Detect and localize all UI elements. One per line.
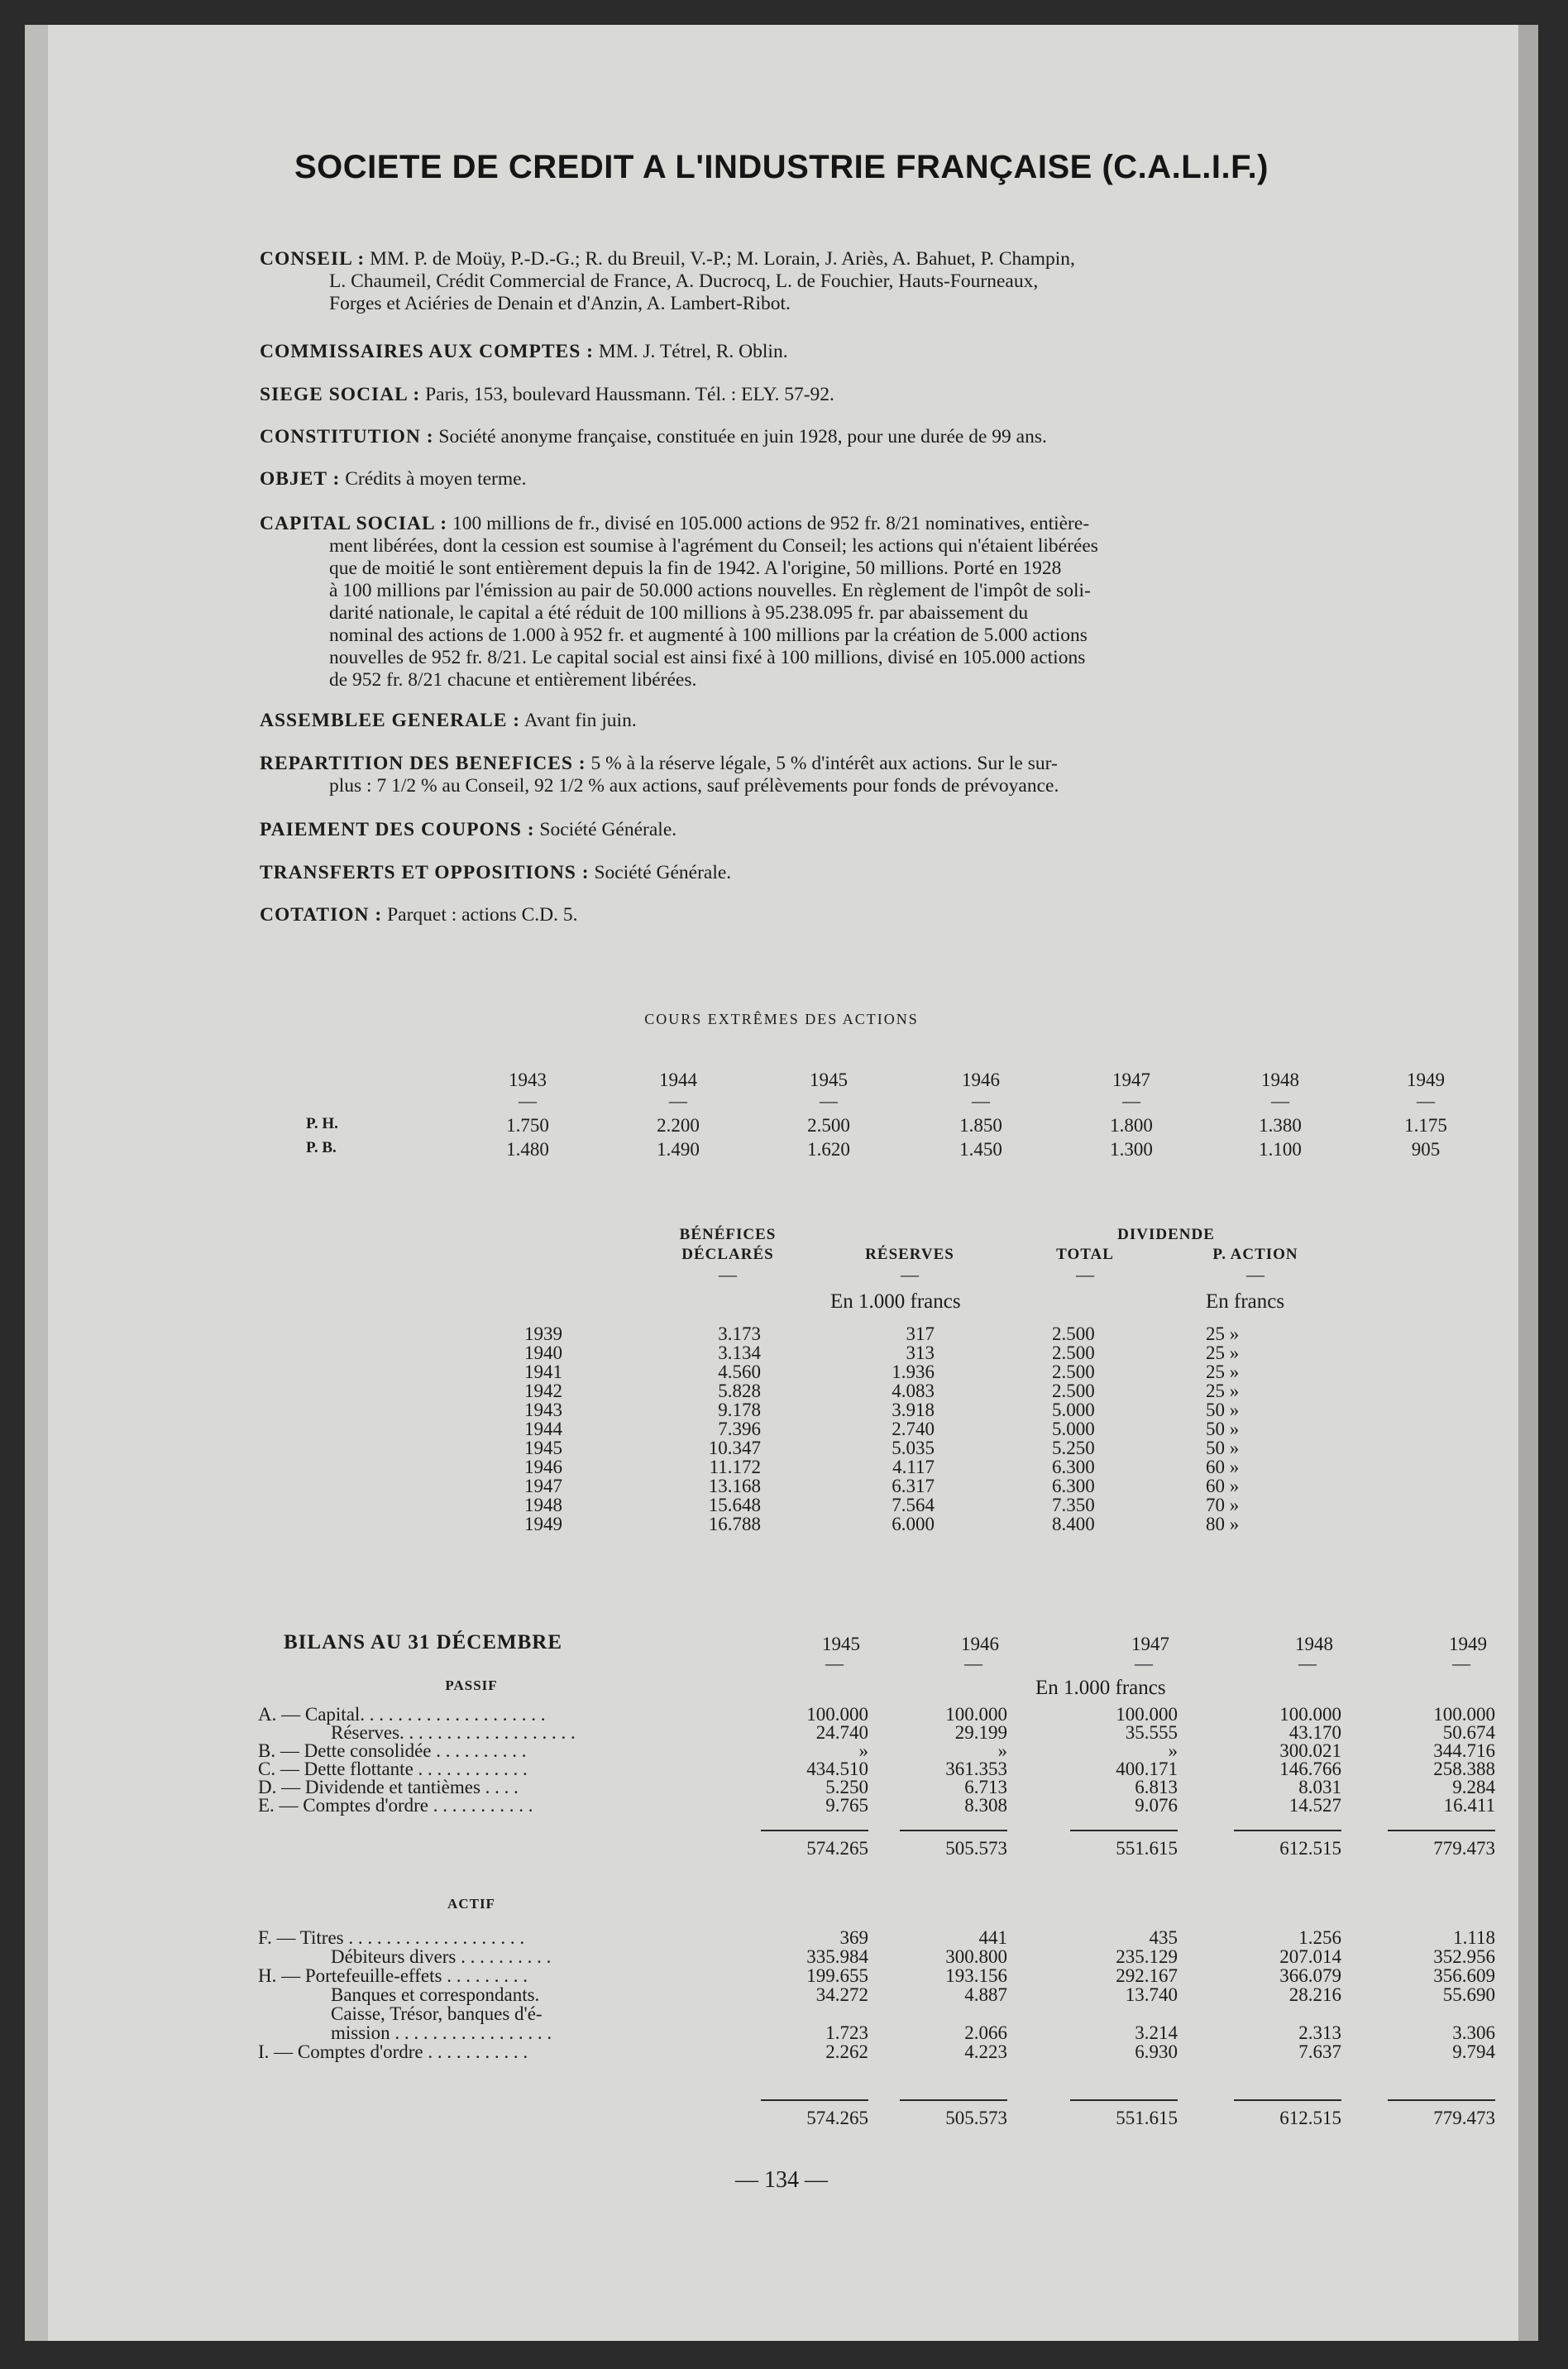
cours-row-label: P. B. [306, 1139, 337, 1156]
paragraph-continuation: que de moitié le sont entièrement depuis la fin de 1942. A l'origine, 50 millions. Porté en 1928 [329, 558, 1062, 579]
actif-total: 505.573 [945, 2108, 1007, 2128]
paction-head: P. ACTION [1212, 1246, 1298, 1263]
bilan-line-label: C. — Dette flottante . . . . . . . . . . . . [258, 1759, 528, 1779]
paction-value: 70 » [1206, 1495, 1240, 1515]
total-value: 2.500 [1052, 1362, 1095, 1382]
paragraph-text: Avant fin juin. [520, 710, 637, 731]
bilan-year: 1945 [822, 1634, 860, 1654]
bilan-line-label: Caisse, Trésor, banques d'é- [331, 2003, 543, 2024]
dividende-head: DIVIDENDE [1117, 1226, 1215, 1243]
total-value: 8.400 [1052, 1514, 1095, 1534]
actif-total: 551.615 [1116, 2108, 1178, 2128]
bilan-year: 1949 [1449, 1634, 1487, 1654]
benef-year: 1949 [524, 1514, 562, 1534]
benef-value: 9.178 [718, 1400, 761, 1420]
paragraph-label: TRANSFERTS ET OPPOSITIONS : [260, 862, 590, 883]
cours-year: 1946 [962, 1070, 1000, 1090]
paragraph-continuation: de 952 fr. 8/21 chacune et entièrement libérées. [329, 669, 697, 691]
bilan-value: 34.272 [815, 1984, 868, 2005]
bilan-value: 258.388 [1433, 1759, 1495, 1779]
benefices-head-2: DÉCLARÉS [681, 1246, 774, 1263]
paragraph-label: OBJET : [260, 468, 341, 490]
bilan-value: 335.984 [806, 1946, 868, 1967]
sum-rule [1388, 2099, 1495, 2101]
total-value: 5.000 [1052, 1419, 1095, 1439]
bilan-value: 16.411 [1443, 1795, 1495, 1816]
bilan-dash: — [1298, 1653, 1317, 1673]
passif-total: 574.265 [806, 1838, 868, 1859]
reserves-value: 1.936 [892, 1362, 935, 1382]
bilan-dash: — [825, 1653, 844, 1673]
bilan-value: 50.674 [1442, 1722, 1495, 1743]
bilan-value: 14.527 [1288, 1795, 1341, 1816]
reserves-value: 6.317 [892, 1476, 935, 1496]
unit-left: En 1.000 francs [830, 1290, 961, 1313]
cours-value: 905 [1411, 1139, 1441, 1160]
benef-year: 1942 [524, 1381, 562, 1401]
bilan-value: 146.766 [1279, 1759, 1341, 1779]
bilan-value: 2.262 [825, 2041, 868, 2062]
paragraph-text: 5 % à la réserve légale, 5 % d'intérêt aux actions. Sur le sur- [586, 753, 1058, 774]
paragraph-text: Parquet : actions C.D. 5. [382, 904, 578, 926]
info-paragraph [260, 384, 1517, 406]
paragraph-label: REPARTITION DES BENEFICES : [260, 753, 586, 774]
reserves-value: 5.035 [892, 1438, 935, 1458]
paragraph-continuation: nominal des actions de 1.000 à 952 fr. et augmenté à 100 millions par la création de 5.000 actions [329, 625, 1088, 646]
cours-year: 1947 [1112, 1070, 1150, 1090]
bilan-value: 199.655 [806, 1965, 868, 1986]
cours-year: 1943 [509, 1070, 547, 1090]
paragraph-continuation: L. Chaumeil, Crédit Commercial de France, A. Ducrocq, L. de Fouchier, Hauts-Fourneaux, [329, 270, 1039, 292]
total-value: 7.350 [1052, 1495, 1095, 1515]
bilan-value: 292.167 [1116, 1965, 1178, 1986]
bilan-value: 4.887 [964, 1984, 1007, 2005]
reserves-value: 2.740 [892, 1419, 935, 1439]
page-edge [25, 25, 48, 2341]
passif-total: 612.515 [1279, 1838, 1341, 1859]
paction-value: 50 » [1206, 1419, 1240, 1439]
sum-rule [761, 1830, 868, 1831]
page-title: SOCIETE DE CREDIT A L'INDUSTRIE FRANÇAISE (C.A.L.I.F.) [294, 149, 1269, 185]
bilan-value: 55.690 [1442, 1984, 1495, 2005]
bilan-value: 344.716 [1433, 1740, 1495, 1761]
cours-dash: — [972, 1090, 990, 1111]
cours-row-label: P. H. [306, 1115, 338, 1132]
bilan-value: 13.740 [1125, 1984, 1178, 2005]
bilan-value: 100.000 [945, 1704, 1007, 1725]
passif-total: 505.573 [945, 1838, 1007, 1859]
paragraph-text: Crédits à moyen terme. [340, 468, 527, 490]
paragraph-continuation: à 100 millions par l'émission au pair de 50.000 actions nouvelles. En règlement de l'impôt de soli- [329, 580, 1091, 601]
cours-value: 1.800 [1110, 1115, 1153, 1136]
passif-total: 551.615 [1116, 1838, 1178, 1859]
bilan-line-label: A. — Capital. . . . . . . . . . . . . . . . . . . . [258, 1704, 546, 1725]
info-paragraph [260, 862, 1517, 884]
benef-year: 1946 [524, 1457, 562, 1477]
bilan-line-label: B. — Dette consolidée . . . . . . . . . . [258, 1740, 527, 1761]
bilan-line-label: Débiteurs divers . . . . . . . . . . [331, 1946, 552, 1967]
cours-dash: — [1122, 1090, 1140, 1111]
info-paragraph [260, 710, 1517, 732]
bilan-value: 6.813 [1135, 1777, 1178, 1797]
bilan-value: 100.000 [806, 1704, 868, 1725]
bilan-value: 1.723 [825, 2022, 868, 2043]
bilan-value: 9.765 [825, 1795, 868, 1816]
paction-value: 80 » [1206, 1514, 1240, 1534]
paragraph-continuation: ment libérées, dont la cession est soumise à l'agrément du Conseil; les actions qui n'étaient libérées [329, 535, 1098, 557]
bilan-value: 1.256 [1298, 1927, 1341, 1948]
info-paragraph [260, 513, 1517, 692]
info-paragraph [260, 753, 1517, 797]
benef-value: 3.173 [718, 1323, 761, 1344]
bilan-value: 435 [1149, 1927, 1178, 1948]
bilan-value: 366.079 [1279, 1965, 1341, 1986]
reserves-value: 7.564 [892, 1495, 935, 1515]
sum-rule [1388, 1830, 1495, 1831]
paragraph-continuation: Forges et Aciéries de Denain et d'Anzin, A. Lambert-Ribot. [329, 293, 791, 314]
benef-value: 10.347 [708, 1438, 761, 1458]
bilan-value: 100.000 [1433, 1704, 1495, 1725]
bilan-value: 5.250 [825, 1777, 868, 1797]
paragraph-label: SIEGE SOCIAL : [260, 384, 421, 405]
actif-total: 574.265 [806, 2108, 868, 2128]
paction-value: 50 » [1206, 1438, 1240, 1458]
benef-dash: — [719, 1264, 737, 1285]
info-paragraph [260, 426, 1517, 448]
cours-value: 1.480 [506, 1139, 549, 1160]
bilan-value: 9.076 [1135, 1795, 1178, 1816]
cours-value: 1.380 [1259, 1115, 1302, 1136]
cours-year: 1944 [659, 1070, 697, 1090]
benef-year: 1940 [524, 1342, 562, 1363]
cours-dash: — [519, 1090, 537, 1111]
total-value: 6.300 [1052, 1457, 1095, 1477]
cours-value: 1.850 [959, 1115, 1002, 1136]
benef-year: 1941 [524, 1362, 562, 1382]
bilan-value: » [1168, 1740, 1178, 1761]
actif-total: 779.473 [1433, 2108, 1495, 2128]
actif-total: 612.515 [1279, 2108, 1341, 2128]
sum-rule [900, 1830, 1007, 1831]
paragraph-text: Société Générale. [589, 862, 732, 883]
bilan-line-label: H. — Portefeuille-effets . . . . . . . . . [258, 1965, 528, 1986]
cours-dash: — [1271, 1090, 1289, 1111]
sum-rule [1070, 2099, 1178, 2101]
benef-value: 3.134 [718, 1342, 761, 1363]
bilan-value: 361.353 [945, 1759, 1007, 1779]
bilan-value: 300.021 [1279, 1740, 1341, 1761]
bilan-line-label: Réserves. . . . . . . . . . . . . . . . . . . [331, 1722, 576, 1743]
bilan-value: 8.031 [1298, 1777, 1341, 1797]
sum-rule [761, 2099, 868, 2101]
paragraph-continuation: nouvelles de 952 fr. 8/21. Le capital social est ainsi fixé à 100 millions, divisé en 105.000 actions [329, 647, 1086, 668]
paction-value: 50 » [1206, 1400, 1240, 1420]
sum-rule [900, 2099, 1007, 2101]
paragraph-text: Société anonyme française, constituée en juin 1928, pour une durée de 99 ans. [433, 426, 1047, 447]
info-paragraph [260, 819, 1517, 841]
bilan-line-label: mission . . . . . . . . . . . . . . . . . [331, 2022, 552, 2043]
benef-year: 1945 [524, 1438, 562, 1458]
bilans-unit: En 1.000 francs [1035, 1677, 1166, 1699]
paragraph-label: CONSTITUTION : [260, 426, 434, 447]
bilan-value: 1.118 [1453, 1927, 1495, 1948]
cours-value: 2.500 [807, 1115, 850, 1136]
bilan-value: 356.609 [1433, 1965, 1495, 1986]
paragraph-text: Paris, 153, boulevard Haussmann. Tél. : ELY. 57-92. [420, 384, 834, 405]
paragraph-continuation: plus : 7 1/2 % au Conseil, 92 1/2 % aux actions, sauf prélèvements pour fonds de prévoyance. [329, 775, 1059, 797]
total-value: 5.250 [1052, 1438, 1095, 1458]
paction-value: 25 » [1206, 1323, 1240, 1344]
benef-value: 13.168 [708, 1476, 761, 1496]
benef-value: 5.828 [718, 1381, 761, 1401]
bilan-year: 1946 [961, 1634, 999, 1654]
bilan-value: 193.156 [945, 1965, 1007, 1986]
bilan-value: 3.214 [1135, 2022, 1178, 2043]
bilan-value: 434.510 [806, 1759, 868, 1779]
cours-value: 2.200 [657, 1115, 700, 1136]
cours-value: 1.620 [807, 1139, 850, 1160]
bilan-value: 400.171 [1116, 1759, 1178, 1779]
bilan-value: 35.555 [1125, 1722, 1178, 1743]
bilan-value: 300.800 [945, 1946, 1007, 1967]
bilan-dash: — [1452, 1653, 1470, 1673]
paragraph-continuation: darité nationale, le capital a été réduit de 100 millions à 95.238.095 fr. par abaissement du [329, 602, 1029, 624]
bilan-value: 2.313 [1298, 2022, 1341, 2043]
info-paragraph [260, 468, 1517, 491]
paction-value: 60 » [1206, 1476, 1240, 1496]
cours-value: 1.175 [1404, 1115, 1447, 1136]
bilan-value: » [858, 1740, 868, 1761]
bilan-line-label: F. — Titres . . . . . . . . . . . . . . . . . . . [258, 1927, 525, 1948]
benef-year: 1948 [524, 1495, 562, 1515]
paragraph-label: CAPITAL SOCIAL : [260, 513, 448, 534]
bilan-value: 9.284 [1452, 1777, 1495, 1797]
bilan-value: 8.308 [964, 1795, 1007, 1816]
reserves-value: 313 [906, 1342, 935, 1363]
benef-year: 1947 [524, 1476, 562, 1496]
paragraph-label: CONSEIL : [260, 248, 366, 270]
total-value: 2.500 [1052, 1381, 1095, 1401]
bilan-line-label: I. — Comptes d'ordre . . . . . . . . . . . [258, 2041, 528, 2062]
cours-value: 1.490 [657, 1139, 700, 1160]
benef-value: 4.560 [718, 1362, 761, 1382]
bilan-line-label: Banques et correspondants. [331, 1984, 540, 2005]
cours-value: 1.300 [1110, 1139, 1153, 1160]
bilan-value: 43.170 [1288, 1722, 1341, 1743]
bilan-value: 207.014 [1279, 1946, 1341, 1967]
actif-label: ACTIF [447, 1896, 495, 1912]
paragraph-text: Société Générale. [534, 819, 677, 840]
total-value: 6.300 [1052, 1476, 1095, 1496]
info-paragraph [260, 248, 1517, 315]
paragraph-label: ASSEMBLEE GENERALE : [260, 710, 521, 731]
bilan-year: 1948 [1295, 1634, 1333, 1654]
bilan-value: 3.306 [1452, 2022, 1495, 2043]
bilan-year: 1947 [1131, 1634, 1169, 1654]
reserves-value: 4.083 [892, 1381, 935, 1401]
cours-title: COURS EXTRÊMES DES ACTIONS [644, 1011, 919, 1027]
reserves-value: 4.117 [892, 1457, 935, 1477]
benef-value: 11.172 [709, 1457, 761, 1477]
bilan-value: 6.713 [964, 1777, 1007, 1797]
sum-rule [1234, 2099, 1341, 2101]
bilan-value: 9.794 [1452, 2041, 1495, 2062]
benefices-head: BÉNÉFICES [679, 1226, 777, 1243]
benef-value: 15.648 [708, 1495, 761, 1515]
cours-value: 1.100 [1259, 1139, 1302, 1160]
info-paragraph [260, 341, 1517, 363]
paragraph-text: MM. J. Tétrel, R. Oblin. [594, 341, 788, 362]
benef-value: 16.788 [708, 1514, 761, 1534]
bilan-value: 352.956 [1433, 1946, 1495, 1967]
paragraph-label: COMMISSAIRES AUX COMPTES : [260, 341, 594, 362]
paragraph-text: 100 millions de fr., divisé en 105.000 actions de 952 fr. 8/21 nominatives, entière- [447, 513, 1090, 534]
benef-year: 1943 [524, 1400, 562, 1420]
cours-dash: — [1417, 1090, 1435, 1111]
bilans-title: BILANS AU 31 DÉCEMBRE [284, 1631, 563, 1654]
bilan-value: 6.930 [1135, 2041, 1178, 2062]
sum-rule [1234, 1830, 1341, 1831]
reserves-value: 6.000 [892, 1514, 935, 1534]
benef-year: 1939 [524, 1323, 562, 1344]
reserves-value: 3.918 [892, 1400, 935, 1420]
cours-dash: — [820, 1090, 838, 1111]
binding-shadow [1518, 25, 1538, 2341]
bilan-value: 100.000 [1116, 1704, 1178, 1725]
total-dash: — [1076, 1264, 1094, 1285]
bilan-value: » [997, 1740, 1007, 1761]
paction-value: 60 » [1206, 1457, 1240, 1477]
cours-year: 1949 [1407, 1070, 1445, 1090]
bilan-value: 24.740 [815, 1722, 868, 1743]
bilan-value: 2.066 [964, 2022, 1007, 2043]
bilan-line-label: D. — Dividende et tantièmes . . . . [258, 1777, 519, 1797]
reserves-dash: — [901, 1264, 919, 1285]
cours-year: 1945 [810, 1070, 848, 1090]
passif-label: PASSIF [445, 1677, 498, 1693]
paragraph-label: PAIEMENT DES COUPONS : [260, 819, 535, 840]
bilan-line-label: E. — Comptes d'ordre . . . . . . . . . . . [258, 1795, 533, 1816]
total-value: 2.500 [1052, 1323, 1095, 1344]
bilan-value: 7.637 [1298, 2041, 1341, 2062]
reserves-head: RÉSERVES [865, 1246, 954, 1263]
page-number: — 134 — [735, 2167, 828, 2193]
bilan-value: 29.199 [954, 1722, 1007, 1743]
bilan-value: 441 [978, 1927, 1007, 1948]
total-value: 2.500 [1052, 1342, 1095, 1363]
unit-right: En francs [1206, 1290, 1285, 1313]
cours-value: 1.450 [959, 1139, 1002, 1160]
bilan-value: 4.223 [964, 2041, 1007, 2062]
total-head: TOTAL [1056, 1246, 1114, 1263]
bilan-value: 369 [839, 1927, 868, 1948]
document-page [25, 25, 1538, 2341]
paction-value: 25 » [1206, 1342, 1240, 1363]
sum-rule [1070, 1830, 1178, 1831]
paction-dash: — [1246, 1264, 1264, 1285]
cours-dash: — [669, 1090, 687, 1111]
bilan-dash: — [1135, 1653, 1153, 1673]
passif-total: 779.473 [1433, 1838, 1495, 1859]
total-value: 5.000 [1052, 1400, 1095, 1420]
paragraph-label: COTATION : [260, 904, 383, 926]
bilan-dash: — [964, 1653, 982, 1673]
paction-value: 25 » [1206, 1381, 1240, 1401]
reserves-value: 317 [906, 1323, 935, 1344]
benef-value: 7.396 [718, 1419, 761, 1439]
paction-value: 25 » [1206, 1362, 1240, 1382]
bilan-value: 28.216 [1288, 1984, 1341, 2005]
bilan-value: 100.000 [1279, 1704, 1341, 1725]
benef-year: 1944 [524, 1419, 562, 1439]
bilan-value: 235.129 [1116, 1946, 1178, 1967]
cours-value: 1.750 [506, 1115, 549, 1136]
paragraph-text: MM. P. de Moüy, P.-D.-G.; R. du Breuil, V.-P.; M. Lorain, J. Ariès, A. Bahuet, P. Champin, [365, 248, 1075, 270]
cours-year: 1948 [1261, 1070, 1299, 1090]
info-paragraph [260, 904, 1517, 926]
